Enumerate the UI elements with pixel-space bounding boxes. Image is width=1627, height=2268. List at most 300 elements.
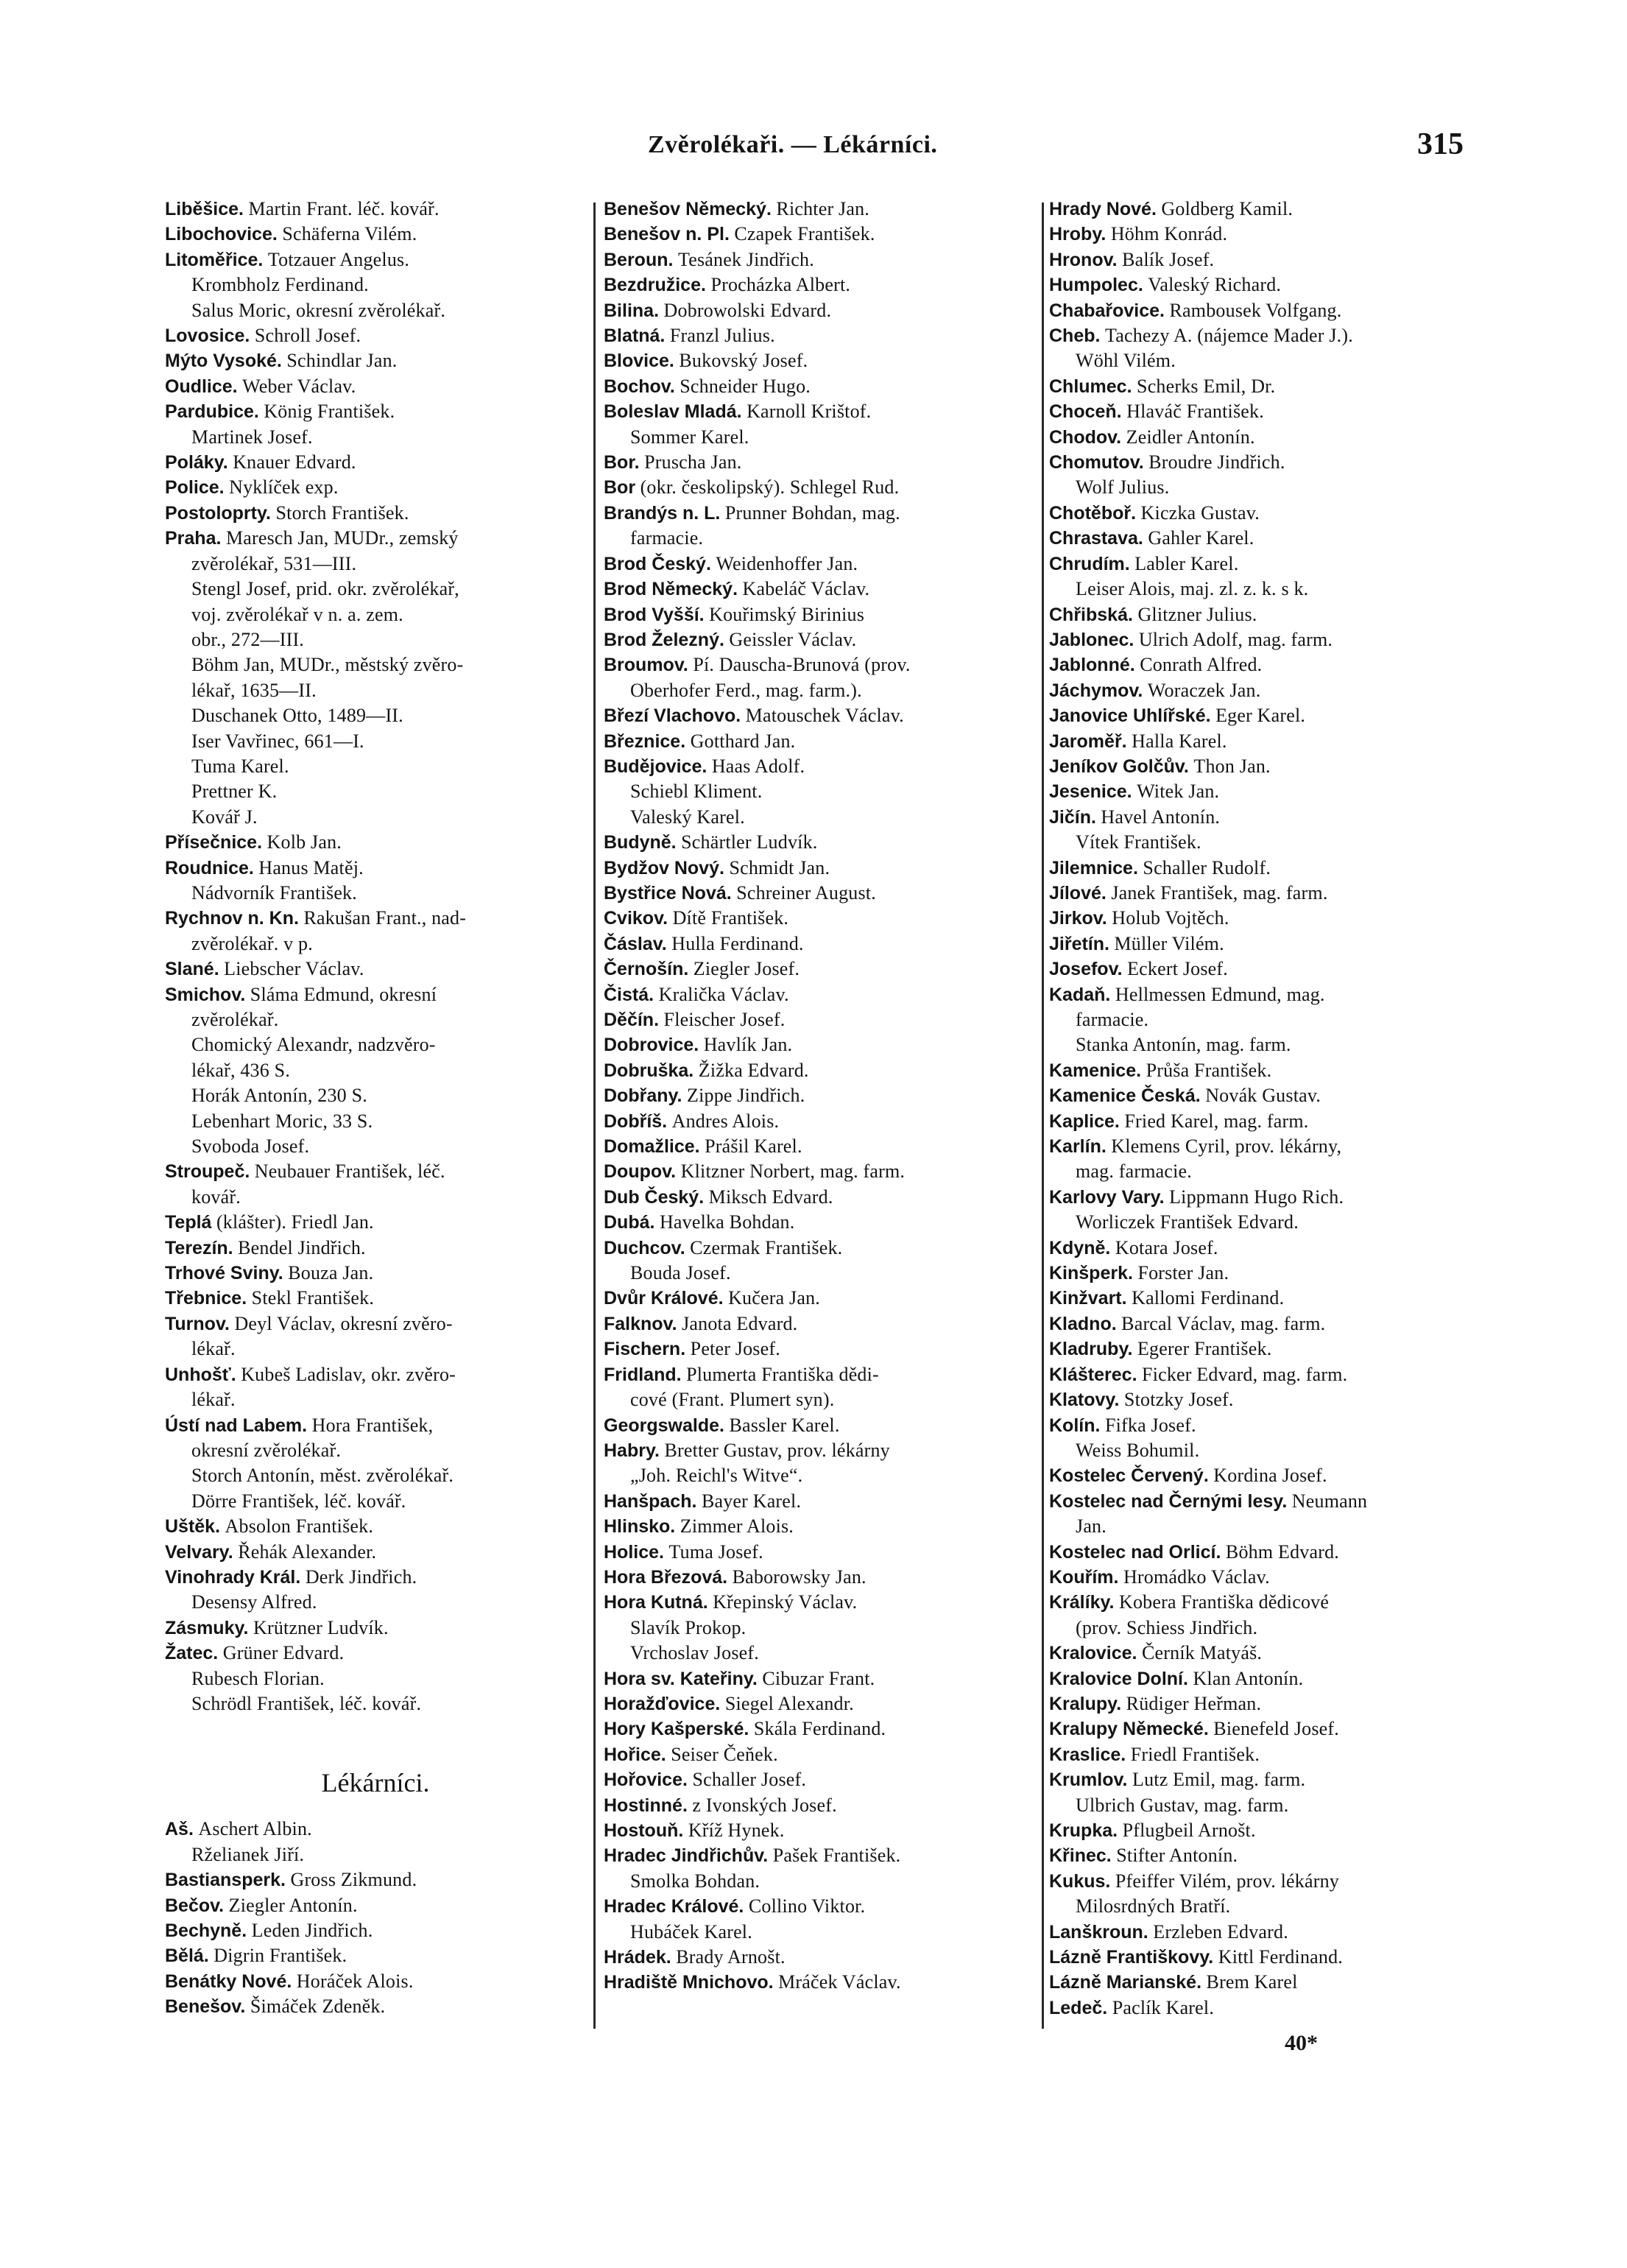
- entry-continuation: [165, 602, 586, 627]
- person-name: Kříž Hynek.: [688, 1820, 785, 1841]
- person-name: Witek Jan.: [1137, 781, 1220, 803]
- person-name: (klášter). Friedl Jan.: [216, 1211, 374, 1233]
- person-name: Schreiner August.: [736, 881, 876, 904]
- person-name: Seiser Čeňek.: [671, 1743, 778, 1765]
- directory-entry: [165, 374, 586, 399]
- directory-entry: [165, 1134, 586, 1159]
- directory-entry: [1049, 222, 1491, 247]
- place-name: Třebnice.: [165, 1288, 247, 1309]
- signature-mark: 40*: [1285, 2031, 1318, 2055]
- directory-entry: [165, 272, 586, 297]
- person-name: Eckert Josef.: [1127, 958, 1228, 980]
- person-name: Stengl Josef, prid. okr. zvěrolékař,: [191, 578, 459, 600]
- directory-entry: [1049, 1691, 1491, 1716]
- person-name: Nyklíček exp.: [229, 476, 339, 499]
- place-name: Falknov.: [604, 1313, 677, 1334]
- directory-entry: [604, 577, 1040, 602]
- directory-entry: [165, 906, 586, 931]
- place-name: Broumov.: [604, 655, 688, 676]
- person-name: Sommer Karel.: [630, 426, 749, 448]
- directory-entry: [604, 197, 1040, 222]
- place-name: Klášterec.: [1049, 1364, 1137, 1385]
- person-name: Smolka Bohdan.: [630, 1870, 760, 1892]
- directory-entry: [1049, 1058, 1491, 1083]
- entry-continuation: [1049, 1159, 1491, 1184]
- place-name: Kostelec nad Černými lesy.: [1049, 1490, 1288, 1512]
- person-name: Egerer František.: [1137, 1338, 1272, 1360]
- directory-entry: [604, 1818, 1040, 1843]
- place-name: Liběšice.: [165, 199, 244, 219]
- directory-entry: [1049, 1843, 1491, 1868]
- place-name: Benátky Nové.: [165, 1971, 292, 1992]
- person-name: Halla Karel.: [1132, 730, 1227, 752]
- directory-entry: [1049, 1920, 1491, 1945]
- entry-continuation: [604, 678, 1040, 703]
- person-name: Valeský Karel.: [630, 806, 745, 828]
- place-name: Pardubice.: [165, 401, 259, 423]
- place-name: Hora sv. Kateřiny.: [604, 1668, 758, 1689]
- person-name: Schindlar Jan.: [286, 350, 398, 372]
- person-name: Dörre František, léč. kovář.: [191, 1490, 406, 1512]
- place-name: Boleslav Mladá.: [604, 401, 742, 423]
- directory-entry: [1049, 1286, 1491, 1311]
- directory-entry: [165, 957, 586, 982]
- section-heading: Lékárníci.: [321, 1768, 430, 1798]
- person-name: Gahler Karel.: [1148, 527, 1254, 549]
- directory-entry: [1049, 729, 1491, 754]
- directory-entry: [165, 1210, 586, 1235]
- place-name: Hrady Nové.: [1049, 199, 1157, 219]
- directory-entry: [165, 856, 586, 881]
- directory-entry: [1049, 1565, 1491, 1590]
- directory-entry: [1049, 754, 1491, 779]
- directory-entry: [1049, 652, 1491, 677]
- directory-entry: [165, 197, 586, 222]
- person-name: Stekl František.: [251, 1287, 375, 1309]
- person-name: Fifka Josef.: [1104, 1414, 1196, 1436]
- person-name: Klitzner Norbert, mag. farm.: [680, 1161, 906, 1183]
- directory-entry: [165, 1565, 586, 1590]
- place-name: Kinžvart.: [1049, 1288, 1127, 1309]
- person-name: Neubauer František, léč.: [254, 1161, 445, 1183]
- person-name: Lebenhart Moric, 33 S.: [191, 1110, 373, 1132]
- place-name: Děčín.: [604, 1010, 660, 1030]
- place-name: Horažďovice.: [604, 1693, 721, 1714]
- directory-entry: [1049, 1666, 1491, 1691]
- directory-entry: [604, 348, 1040, 373]
- person-name: Novák Gustav.: [1205, 1085, 1321, 1107]
- place-name: Ústí nad Labem.: [165, 1415, 308, 1436]
- directory-entry: [1049, 1996, 1491, 2021]
- directory-entry: [604, 1438, 1040, 1463]
- directory-entry: [604, 1185, 1040, 1210]
- place-name: Postoloprty.: [165, 502, 271, 524]
- person-name: Mráček Václav.: [778, 1971, 901, 1993]
- person-name: Kovář J.: [191, 806, 258, 828]
- directory-entry: [604, 247, 1040, 272]
- directory-entry: [165, 501, 586, 526]
- directory-entry: [165, 1616, 586, 1641]
- running-title: Zvěrolékaři. — Lékárníci.: [648, 131, 938, 158]
- place-name: Kadaň.: [1049, 984, 1111, 1005]
- continuation-text: Oberhofer Ferd., mag. farm.).: [630, 679, 862, 701]
- directory-entry: [165, 805, 586, 830]
- directory-entry: [1049, 1489, 1491, 1514]
- directory-entry: [165, 652, 586, 677]
- entry-continuation: [165, 1438, 586, 1463]
- directory-entry: [1049, 1083, 1491, 1108]
- directory-entry: [1049, 1818, 1491, 1843]
- place-name: Kostelec Červený.: [1049, 1465, 1209, 1487]
- place-name: Ledeč.: [1049, 1997, 1108, 2018]
- directory-entry: [604, 1894, 1040, 1919]
- person-name: Bukovský Josef.: [679, 350, 808, 372]
- continuation-text: okresní zvěrolékař.: [191, 1439, 342, 1461]
- person-name: Rubesch Florian.: [191, 1667, 325, 1689]
- column-rule-2: [1042, 202, 1044, 2029]
- place-name: Hostouň.: [604, 1820, 684, 1841]
- place-name: Dobřany.: [604, 1085, 682, 1107]
- person-name: Šimáček Zdeněk.: [250, 1996, 386, 2018]
- directory-entry: [604, 652, 1040, 677]
- continuation-text: Milosrdných Bratří.: [1076, 1895, 1231, 1917]
- person-name: Wöhl Vilém.: [1076, 350, 1176, 372]
- place-name: Dubá.: [604, 1212, 655, 1233]
- person-name: Böhm Jan, MUDr., městský zvěro-: [191, 654, 464, 676]
- person-name: Tachezy A. (nájemce Mader J.).: [1104, 325, 1353, 347]
- person-name: Barcal Václav, mag. farm.: [1121, 1312, 1326, 1334]
- place-name: Brod Železný.: [604, 629, 724, 650]
- directory-entry: [165, 1489, 586, 1514]
- person-name: Forster Jan.: [1137, 1262, 1229, 1284]
- continuation-text: lékař.: [191, 1338, 236, 1360]
- person-name: Weidenhoffer Jan.: [716, 552, 858, 574]
- place-name: Benešov Německý.: [604, 199, 772, 219]
- person-name: Totzauer Angelus.: [267, 248, 410, 270]
- directory-entry: [604, 298, 1040, 323]
- directory-entry: [165, 754, 586, 779]
- directory-entry: [604, 1311, 1040, 1336]
- entry-continuation: [165, 1058, 586, 1083]
- place-name: Poláky.: [165, 452, 228, 473]
- person-name: Rželianek Jiří.: [191, 1843, 305, 1865]
- entry-continuation: [165, 552, 586, 577]
- person-name: Prášil Karel.: [705, 1135, 802, 1158]
- directory-entry: [604, 1590, 1040, 1615]
- person-name: Conrath Alfred.: [1140, 654, 1263, 676]
- directory-entry: [1049, 957, 1491, 982]
- directory-entry: [604, 1489, 1040, 1514]
- directory-entry: [1049, 1032, 1491, 1057]
- directory-entry: [604, 881, 1040, 906]
- person-name: Broudre Jindřich.: [1148, 451, 1285, 473]
- directory-entry: [604, 627, 1040, 652]
- person-name: Siegel Alexandr.: [724, 1692, 854, 1714]
- directory-entry: [604, 1565, 1040, 1590]
- directory-entry: [604, 552, 1040, 577]
- directory-entry: [1049, 856, 1491, 881]
- place-name: Bystřice Nová.: [604, 882, 732, 904]
- person-name: Havelka Bohdan.: [659, 1211, 795, 1233]
- directory-entry: [1049, 627, 1491, 652]
- directory-entry: [1049, 1767, 1491, 1792]
- place-name: Hradec Jindřichův.: [604, 1845, 769, 1867]
- place-name: Blatná.: [604, 325, 666, 347]
- entry-continuation: [165, 1185, 586, 1210]
- directory-entry: [1049, 703, 1491, 728]
- place-name: Vinohrady Král.: [165, 1566, 301, 1588]
- person-name: Chomický Alexandr, nadzvěro-: [191, 1034, 436, 1056]
- entry-continuation: [1049, 1894, 1491, 1919]
- place-name: Fischern.: [604, 1339, 686, 1360]
- person-name: Glitzner Julius.: [1137, 603, 1257, 625]
- entry-continuation: [165, 932, 586, 957]
- directory-entry: [604, 1691, 1040, 1716]
- place-name: Bastiansperk.: [165, 1870, 286, 1891]
- place-name: Benešov n. Pl.: [604, 224, 730, 245]
- person-name: Průša František.: [1146, 1059, 1272, 1081]
- column-1: [165, 197, 586, 2020]
- directory-entry: [1049, 932, 1491, 957]
- place-name: Kladruby.: [1049, 1339, 1133, 1360]
- directory-entry: [604, 1134, 1040, 1159]
- directory-entry: [1049, 1540, 1491, 1565]
- person-name: Leiser Alois, maj. zl. z. k. s k.: [1076, 578, 1309, 600]
- directory-entry: [604, 906, 1040, 931]
- person-name: Řehák Alexander.: [238, 1540, 377, 1563]
- person-name: Böhm Edvard.: [1225, 1540, 1339, 1563]
- place-name: Kladno.: [1049, 1313, 1117, 1334]
- person-name: Bendel Jindřich.: [238, 1236, 366, 1258]
- person-name: Zippe Jindřich.: [687, 1085, 805, 1107]
- place-name: Smichov.: [165, 984, 246, 1005]
- directory-entry: [1049, 830, 1491, 855]
- person-name: Dítě František.: [672, 907, 789, 929]
- person-name: Aschert Albin.: [198, 1818, 312, 1840]
- place-name: Žatec.: [165, 1643, 219, 1664]
- directory-entry: [1049, 298, 1491, 323]
- directory-entry: [604, 779, 1040, 804]
- place-name: Kraslice.: [1049, 1744, 1126, 1765]
- person-name: Kouřimský Birinius: [709, 603, 865, 625]
- place-name: Hanšpach.: [604, 1490, 697, 1512]
- place-name: Hrádek.: [604, 1947, 671, 1968]
- person-name: Slavík Prokop.: [630, 1616, 747, 1638]
- place-name: Krupka.: [1049, 1820, 1118, 1841]
- place-name: Kralovice Dolní.: [1049, 1668, 1188, 1689]
- person-name: Křepinský Václav.: [713, 1591, 858, 1613]
- continuation-text: farmacie.: [1076, 1009, 1149, 1030]
- person-name: Liebscher Václav.: [224, 958, 364, 980]
- place-name: Stroupeč.: [165, 1161, 250, 1183]
- entry-continuation: [165, 1007, 586, 1032]
- place-name: Domažlice.: [604, 1136, 700, 1158]
- entry-continuation: [604, 526, 1040, 551]
- place-name: Jablonec.: [1049, 629, 1134, 650]
- place-name: Jirkov.: [1049, 908, 1107, 929]
- person-name: Nádvorník František.: [191, 881, 357, 904]
- continuation-text: mag. farmacie.: [1076, 1161, 1192, 1183]
- person-name: Hanus Matěj.: [258, 856, 364, 878]
- continuation-text: lékař, 436 S.: [191, 1059, 291, 1081]
- place-name: Lanškroun.: [1049, 1921, 1148, 1943]
- place-name: Fridland.: [604, 1364, 682, 1385]
- directory-entry: [1049, 1742, 1491, 1767]
- place-name: Bechyně.: [165, 1920, 247, 1941]
- directory-entry: [165, 425, 586, 450]
- person-name: Pí. Dauscha-Brunová (prov.: [693, 654, 911, 676]
- person-name: Martin Frant. léč. kovář.: [248, 198, 440, 219]
- directory-entry: [604, 1007, 1040, 1032]
- directory-entry: [604, 272, 1040, 297]
- continuation-text: kovář.: [191, 1186, 241, 1208]
- directory-entry: [604, 1920, 1040, 1945]
- place-name: Krumlov.: [1049, 1769, 1128, 1791]
- person-name: Valeský Richard.: [1148, 274, 1282, 296]
- person-name: Schiebl Kliment.: [630, 781, 763, 803]
- directory-entry: [1049, 602, 1491, 627]
- place-name: Slané.: [165, 959, 219, 980]
- place-name: Kralupy Německé.: [1049, 1719, 1209, 1740]
- person-name: Tuma Karel.: [191, 755, 289, 777]
- place-name: Kamenice.: [1049, 1060, 1142, 1081]
- person-name: Fried Karel, mag. farm.: [1124, 1110, 1309, 1132]
- directory-entry: [165, 1261, 586, 1286]
- directory-entry: [165, 779, 586, 804]
- person-name: Geissler Václav.: [729, 628, 857, 650]
- person-name: Procházka Albert.: [710, 274, 851, 296]
- place-name: Hlinsko.: [604, 1516, 676, 1538]
- entry-continuation: [165, 678, 586, 703]
- place-name: Humpolec.: [1049, 275, 1143, 296]
- directory-entry: [604, 602, 1040, 627]
- place-name: Cheb.: [1049, 325, 1101, 347]
- directory-entry: [1049, 1210, 1491, 1235]
- person-name: Matouschek Václav.: [745, 705, 904, 727]
- place-name: Uštěk.: [165, 1516, 221, 1538]
- directory-entry: [1049, 1970, 1491, 1995]
- entry-continuation: [1049, 1007, 1491, 1032]
- place-name: Brod Německý.: [604, 579, 738, 600]
- directory-entry: [1049, 1463, 1491, 1488]
- person-name: Collino Viktor.: [748, 1895, 866, 1917]
- directory-entry: [1049, 1185, 1491, 1210]
- place-name: Janovice Uhlířské.: [1049, 705, 1211, 727]
- person-name: Derk Jindřich.: [305, 1566, 417, 1588]
- person-name: Weber Václav.: [242, 375, 356, 397]
- person-name: Thon Jan.: [1193, 755, 1271, 777]
- place-name: Duchcov.: [604, 1237, 685, 1258]
- continuation-text: (prov. Schiess Jindřich.: [1076, 1616, 1258, 1638]
- directory-entry: [165, 1236, 586, 1261]
- place-name: Kinšperk.: [1049, 1263, 1133, 1284]
- directory-entry: [1049, 1413, 1491, 1438]
- place-name: Dobruška.: [604, 1060, 694, 1081]
- person-name: Desensy Alfred.: [191, 1591, 317, 1613]
- directory-entry: [165, 729, 586, 754]
- place-name: Bochov.: [604, 376, 675, 397]
- place-name: Dobříš.: [604, 1110, 668, 1132]
- page-number: 315: [1417, 127, 1464, 161]
- person-name: Iser Vavřinec, 661—I.: [191, 730, 364, 752]
- place-name: Kouřím.: [1049, 1566, 1119, 1588]
- column-3: [1049, 197, 1491, 2021]
- person-name: Czapek František.: [734, 223, 875, 245]
- directory-entry: [604, 1032, 1040, 1057]
- person-name: Digrin František.: [213, 1945, 347, 1967]
- person-name: Absolon František.: [225, 1515, 374, 1538]
- directory-entry: [1049, 1261, 1491, 1286]
- directory-entry: [604, 830, 1040, 855]
- person-name: Žižka Edvard.: [698, 1059, 809, 1081]
- person-name: Lippmann Hugo Rich.: [1169, 1186, 1344, 1208]
- person-name: Hellmessen Edmund, mag.: [1115, 983, 1325, 1005]
- directory-entry: [1049, 399, 1491, 424]
- continuation-text: Jan.: [1076, 1515, 1107, 1538]
- person-name: Krombholz Ferdinand.: [191, 274, 369, 296]
- directory-entry: [604, 1793, 1040, 1818]
- person-name: Bretter Gustav, prov. lékárny: [664, 1439, 890, 1461]
- place-name: Dub Český.: [604, 1186, 705, 1208]
- directory-entry: [165, 450, 586, 475]
- entry-continuation: [165, 1387, 586, 1412]
- person-name: Wolf Julius.: [1076, 476, 1170, 499]
- place-name: Kolín.: [1049, 1415, 1101, 1436]
- place-name: Terezín.: [165, 1237, 233, 1258]
- person-name: Zimmer Alois.: [680, 1515, 794, 1538]
- place-name: Přísečnice.: [165, 832, 263, 853]
- person-name: Klan Antonín.: [1193, 1667, 1304, 1689]
- place-name: Čistá.: [604, 984, 654, 1005]
- person-name: Klemens Cyril, prov. lékárny,: [1111, 1135, 1342, 1158]
- person-name: Stotzky Josef.: [1123, 1389, 1234, 1411]
- place-name: Chrastava.: [1049, 528, 1143, 549]
- directory-entry: [165, 1817, 586, 1842]
- directory-entry: [1049, 805, 1491, 830]
- person-name: König František.: [264, 401, 395, 423]
- continuation-text: lékař, 1635—II.: [191, 679, 317, 701]
- place-name: Kostelec nad Orlicí.: [1049, 1541, 1221, 1563]
- entry-continuation: [604, 1387, 1040, 1412]
- directory-entry: [1049, 323, 1491, 348]
- place-name: Bělá.: [165, 1945, 209, 1967]
- directory-entry: [604, 1970, 1040, 1995]
- person-name: Bouda Josef.: [630, 1262, 731, 1284]
- person-name: Kordina Josef.: [1213, 1465, 1327, 1487]
- place-name: Králíky.: [1049, 1592, 1115, 1613]
- person-name: Salus Moric, okresní zvěrolékař.: [191, 299, 446, 321]
- directory-entry: [1049, 1311, 1491, 1336]
- continuation-text: zvěrolékař.: [191, 1009, 279, 1030]
- directory-entry: [165, 1159, 586, 1184]
- place-name: Hroby.: [1049, 224, 1107, 245]
- person-name: Ficker Edvard, mag. farm.: [1142, 1363, 1348, 1385]
- directory-entry: [604, 1336, 1040, 1362]
- person-name: Kittl Ferdinand.: [1218, 1946, 1344, 1968]
- place-name: Jesenice.: [1049, 781, 1132, 803]
- place-name: Aš.: [165, 1819, 194, 1840]
- place-name: Libochovice.: [165, 224, 278, 245]
- place-name: Chotěboř.: [1049, 502, 1137, 524]
- person-name: Kotara Josef.: [1115, 1236, 1218, 1258]
- person-name: (okr. českolipský). Schlegel Rud.: [640, 476, 900, 499]
- directory-entry: [1049, 1362, 1491, 1387]
- directory-entry: [165, 475, 586, 500]
- person-name: Ulrich Adolf, mag. farm.: [1138, 628, 1333, 650]
- person-name: Schrödl František, léč. kovář.: [191, 1692, 422, 1714]
- place-name: Chřibská.: [1049, 604, 1133, 625]
- continuation-text: obr., 272—III.: [191, 628, 304, 650]
